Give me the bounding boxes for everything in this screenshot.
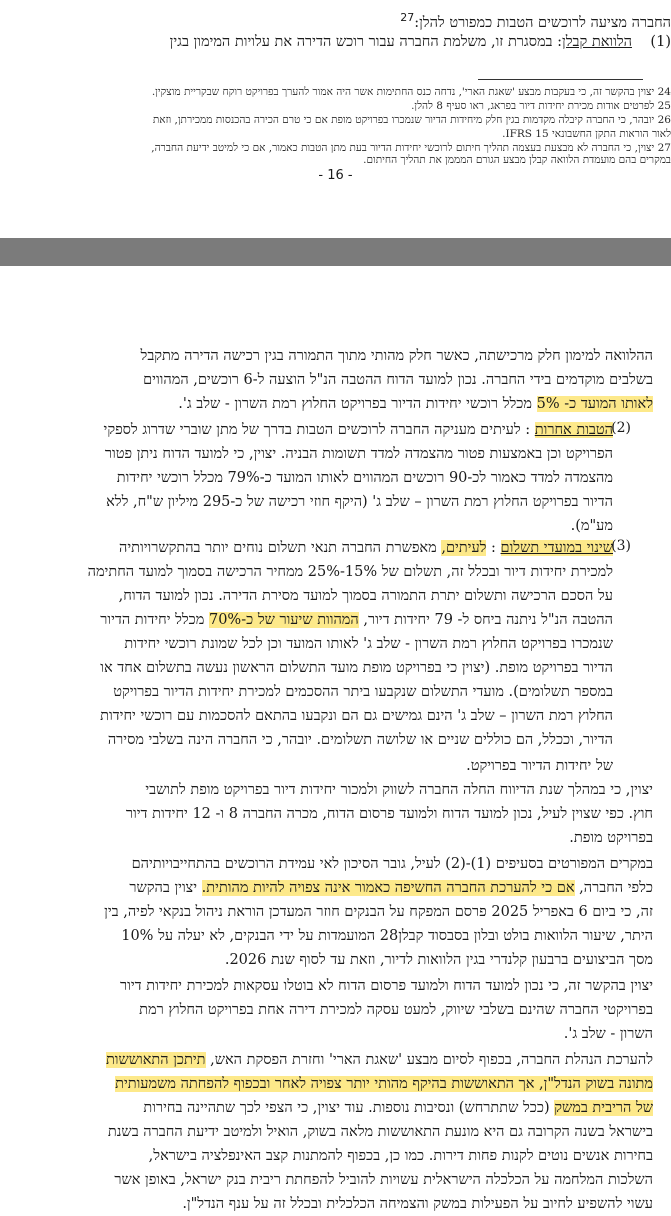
body-line: במקרים המפורטים בסעיפים (1)-(2) לעיל, גובר הסיכון לאי עמידת הרוכשים בהתחייבויותיהם: [131, 856, 653, 872]
body-line: בחירות אנשים נוטים לקנות פחות דירות. כמו כן, בכפוף להמתנות קצב האינפלציה בישראל,: [148, 1148, 653, 1164]
highlighted-text: שינוי במועדי תשלום: [500, 540, 613, 556]
body-line: למכירת יחידות דיור ובכלל זה, תשלום של 15%-25% ממחיר הרכישה בסמוך למועד החתימה: [87, 564, 613, 580]
body-line: של הריבית במשק (ככל שתתרחש) ונסיבות נוספות. עוד יצוין, כי הצפי לכך שתהיינה בחירות: [143, 1100, 653, 1116]
body-line: להערכת הנהלת החברה, בכפוף לסיום מבצע 'שאגת הארי' וחזרת הפסקת האש, תיתכן התאוששות: [105, 1052, 653, 1068]
body-line: בשלבים מוקדמים בידי החברה. נכון למועד הדוח ההטבה הנ"ל הוצעה ל-6 רוכשים, המהווים: [143, 372, 653, 388]
body-line: בישראל בשנה הקרובה גם היא מונעת התאוששות מלאה בשוק, הואיל ולמיטב ידיעת החברה בשנת: [107, 1124, 653, 1140]
body-line: חוץ. כפי שצוין לעיל, נכון למועד הדוח ולמועד פרסום הדוח, מכרה החברה 8 ו- 12 יחידות דיור: [125, 806, 653, 822]
body-line: כלפי החברה, אם כי להערכת החברה החשיפה כאמור אינה צפויה להיות מהותית. יצוין בהקשר: [129, 880, 653, 896]
footnote-26: 26 יובהר, כי החברה קיבלה מקדמות בגין חלק מיחידות הדיור שנמכרו בפרויקט מופת אם כי טרם הכירה בהכנסות ממכירתן, וזאת: [152, 114, 671, 126]
item-2-marker: (2): [611, 420, 631, 436]
body-line: השלכות המלחמה על הכלכלה הישראלית עשויות להוביל להפחתת ריבית בנק ישראל, באופן אשר: [114, 1172, 653, 1188]
body-line: הדיור, וככלל, הם כוללים שניים או שלושה תשלומים. יובהר, כי החברה הינה בשלבי מסירה: [107, 732, 613, 748]
body-line: בפרויקט מופת.: [569, 830, 653, 846]
body-line: שינוי במועדי תשלום : לעיתים, מאפשרת החברה תנאי תשלום נוחים יותר בהתקשרויותיה: [119, 540, 613, 556]
footnote-separator: [478, 79, 643, 80]
item-1-paragraph: [0, 32, 671, 54]
body-line: מע"מ).: [570, 518, 613, 534]
footnote-ref-27: 27: [400, 11, 415, 24]
page-number: - 16 -: [318, 168, 353, 183]
body-line: יצוין, כי במהלך שנת הדיווח החלה החברה לשווק ולמכור יחידות דיור בפרויקט מופת לתושבי: [145, 782, 653, 798]
highlighted-text: תיתכן התאוששות: [105, 1052, 206, 1068]
intro-text: החברה מציעה לרוכשים הטבות כמפורט להלן:: [414, 14, 671, 30]
intro-paragraph: [0, 8, 671, 30]
body-line: זה, כי ביום 6 באפריל 2025 פרסם המפקח על הבנקים חוזר המעדכן הוראת ניהול בנקאי לפיה, בין: [104, 904, 653, 920]
body-line: השרון - שלב ג'.: [563, 1026, 653, 1042]
body-line: הטבות אחרות : לעיתים מעניקה החברה לרוכשים הטבות בדרך של מתן שוברי שדרוג לספקי: [103, 422, 613, 438]
body-line: של יחידות הדיור בפרויקט.: [466, 758, 613, 774]
body-line: מהצמדה למדד כאמור לכ-90 רוכשים המהווים לאותו המועד כ-79% מכלל רוכשי יחידות: [116, 470, 613, 486]
body-line: [18, 1074, 653, 1096]
body-line: בפרויקטי החברה שהינם בשלבי שיווק, למעט עסקה למכירת דירה אחת בפרויקט החלוץ רמת: [139, 1002, 653, 1018]
body-line: היתר, שיעור הלוואות בולט ובלון בסבסוד קבלן28 המועמדות על ידי הבנקים, לא יעלה על 10%: [121, 928, 653, 944]
body-line: על הסכם הרכישה ותשלום יתרת התמורה בסמוך למועד מסירת הדירה. נכון למועד הדוח,: [118, 588, 613, 604]
body-line: שנמכרו בפרויקט החלוץ רמת השרון - שלב ג' לאותו המועד וכן לכל שמונת רוכשי יחידות: [124, 636, 613, 652]
footnote-24: 24 יצוין בהקשר זה, כי בעקבות מבצע 'שאגת הארי', נדחה כנס החתימות אשר היה אמור להערך בפרויקט רוקח שבקריית מוצקין.: [151, 86, 671, 98]
body-line: הדיור בפרויקט מופת. (יצוין כי בפרויקט מופת מועד התשלום הראשון נעשה בתשלום אחד או: [100, 660, 613, 676]
item-1-title: הלוואת קבלן: [562, 34, 632, 50]
item-1-number: (1): [650, 34, 671, 50]
body-line: מסך הביצועים ברבעון קלנדרי בגין הלוואות לדיור, וזאת עד לסוף שנת 2026.: [224, 952, 653, 968]
body-line: ההטבה הנ"ל ניתנה ביחס ל- 79 יחידות דיור, המהוות שיעור של כ-70% מכלל יחידות הדיור: [100, 612, 613, 628]
highlighted-text: של הריבית במשק: [554, 1100, 653, 1116]
body-line: החלוץ רמת השרון – שלב ג' הינם גמישים גם הם ונקבעו בהתאם להסכמות עם רוכשי יחידות: [100, 708, 613, 724]
page-17-fragment: [0, 266, 671, 1212]
highlighted-text: לאותו המועד כ- 5%: [536, 396, 653, 412]
footnote-27: 27 יצוין, כי החברה לא מבצעת בעצמה תהליך חיתום לרוכשי יחידות הדיור בעת מתן הטבות כאמור, אם כי למיטב ידיעת החברה,: [151, 142, 671, 154]
item-1-text: : במסגרת זו, משלמת החברה עבור רוכש הדירה את עלויות המימון בגין: [169, 34, 563, 50]
footnote-27-cont: במקרים בהם מועמדת הלוואה קבלן מבצע הגורם המממן את תהליך החיתום.: [363, 154, 671, 166]
highlighted-text: אם כי להערכת החברה החשיפה כאמור אינה צפויה להיות מהותית.: [201, 880, 575, 896]
page-16-fragment: [0, 0, 671, 236]
body-line: במספר תשלומים). מועדי התשלום שנקבעו ביתר ההסכמים למכירת יחידות הדיור בפרויקט: [113, 684, 613, 700]
highlighted-text: הטבות אחרות: [534, 422, 613, 438]
highlighted-text: לעיתים,: [441, 540, 487, 556]
body-line: ההלוואה למימון חלק מרכישתה, כאשר חלק מהותי מתוך התמורה בגין רכישה הדירה מתקבל: [140, 348, 653, 364]
footnote-25: 25 לפרטים אודות מכירת יחידות דיור בפראג, ראו סעיף 8 להלן.: [411, 100, 671, 112]
body-line: הדיור בפרויקט החלוץ רמת השרון – שלב ג' (היקף חוזי רכישה של כ-295 מיליון ש"ח, ללא: [106, 494, 613, 510]
body-line: לאותו המועד כ- 5% מכלל רוכשי יחידות הדיור בפרויקט החלוץ רמת השרון - שלב ג'.: [178, 396, 653, 412]
body-line: עשוי להשפיע לחיוב על הפעילות במשק והצמיחה הכלכלית ובכלל זה על ענף הנדל"ן.: [182, 1196, 653, 1212]
highlighted-text: המהוות שיעור של כ-70%: [208, 612, 359, 628]
footnote-26-cont: לאור הוראות התקן החשבונאי IFRS 15.: [502, 128, 671, 140]
body-line: הפרויקט וכן באמצעות פטור מהצמדה למדד תשומות הבניה. יצוין, כי למועד הדוח ניתן פטור: [104, 446, 613, 462]
body-line: יצוין בהקשר זה, כי נכון למועד הדוח ולמועד פרסום הדוח לא בוטלו עסקאות למכירת יחידות דיור: [120, 978, 653, 994]
item-3-marker: (3): [611, 538, 631, 554]
page-separator: [0, 238, 671, 266]
highlighted-text: מתונה בשוק הנדל"ן, אך התאוששות בהיקף מהותי יותר צפויה לאחר ובכפוף להפחתה משמעותית: [115, 1076, 653, 1092]
